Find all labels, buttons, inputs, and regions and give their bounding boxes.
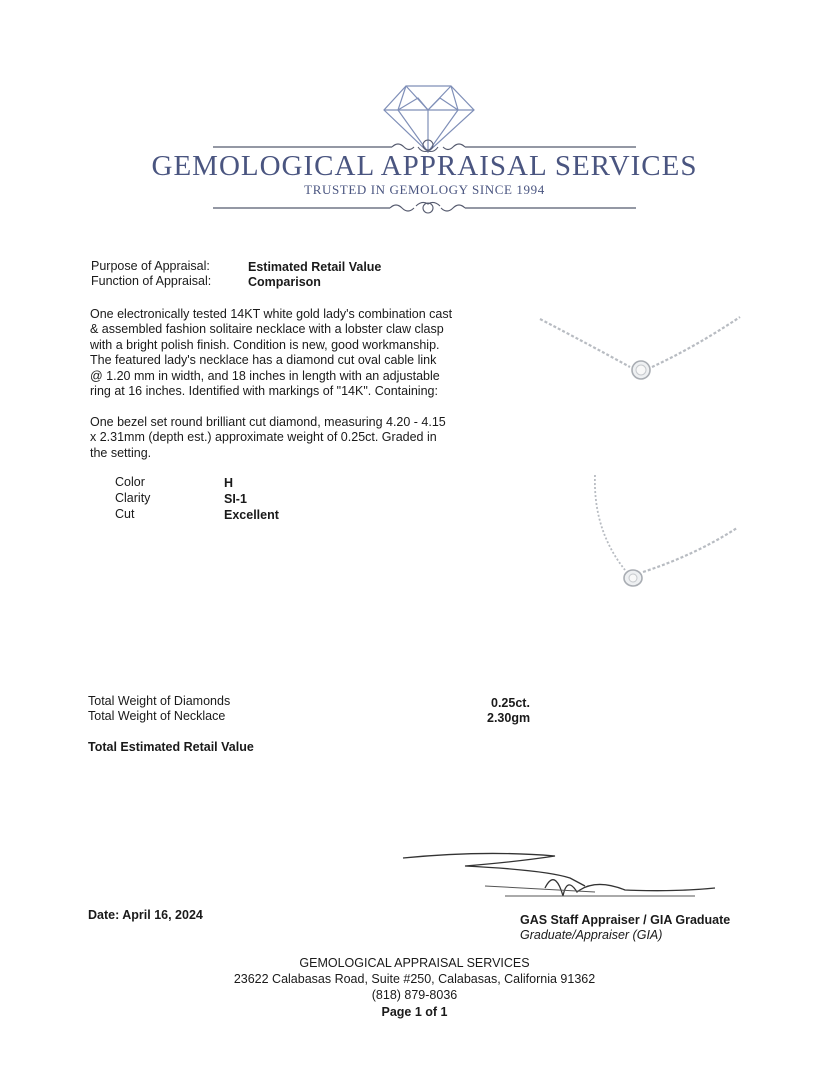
- appraiser-signature: [395, 848, 745, 908]
- footer-address: 23622 Calabasas Road, Suite #250, Calabasas, California 91362: [233, 972, 596, 986]
- diamond-logo-icon: [384, 86, 474, 152]
- description-line: One electronically tested 14KT white gold lady's combination cast: [90, 307, 453, 321]
- company-name: GEMOLOGICAL APPRAISAL SERVICES: [151, 150, 698, 182]
- description-line: The featured lady's necklace has a diamond cut oval cable link: [90, 353, 437, 368]
- necklace-photo-side: [585, 470, 745, 600]
- grade-color-label: Color: [115, 475, 145, 489]
- appraisal-date: Date: April 16, 2024: [88, 908, 203, 922]
- purpose-value: Estimated Retail Value: [248, 260, 382, 274]
- total-necklace-value: 2.30gm: [487, 711, 531, 725]
- diamond-line: x 2.31mm (depth est.) approximate weight of 0.25ct. Graded in: [90, 430, 437, 445]
- grade-clarity-value: SI-1: [224, 492, 247, 506]
- diamond-description: [90, 415, 500, 461]
- total-retail-label: Total Estimated Retail Value: [88, 740, 254, 754]
- appraiser-subtitle: Graduate/Appraiser (GIA): [520, 928, 663, 942]
- purpose-label: Purpose of Appraisal:: [91, 259, 210, 273]
- footer-company: GEMOLOGICAL APPRAISAL SERVICES: [299, 956, 530, 970]
- bottom-scroll-ornament: [390, 202, 465, 213]
- description-line: ring at 16 inches. Identified with markings of "14K". Containing:: [90, 384, 438, 399]
- description-line: with a bright polish finish. Condition is new, good workmanship.: [90, 337, 440, 352]
- total-diamonds-label: Total Weight of Diamonds: [88, 694, 231, 708]
- grade-cut-label: Cut: [115, 507, 135, 521]
- grade-cut-value: Excellent: [224, 508, 279, 522]
- total-necklace-label: Total Weight of Necklace: [88, 709, 226, 723]
- description-line: & assembled fashion solitaire necklace with a lobster claw clasp: [90, 322, 444, 337]
- company-tagline: TRUSTED IN GEMOLOGY SINCE 1994: [304, 182, 545, 197]
- function-label: Function of Appraisal:: [91, 274, 212, 288]
- item-description: [90, 307, 500, 399]
- appraiser-title: GAS Staff Appraiser / GIA Graduate: [520, 913, 731, 927]
- grade-color-value: H: [224, 476, 234, 490]
- grade-clarity-label: Clarity: [115, 491, 151, 505]
- footer-phone: (818) 879-8036: [371, 988, 458, 1002]
- description-line: @ 1.20 mm in width, and 18 inches in length with an adjustable: [90, 368, 440, 383]
- total-diamonds-value: 0.25ct.: [491, 696, 530, 710]
- function-value: Comparison: [248, 275, 321, 289]
- diamond-line: the setting.: [90, 445, 152, 460]
- necklace-photo-front: [530, 305, 750, 405]
- diamond-line: One bezel set round brilliant cut diamond, measuring 4.20 - 4.15: [90, 415, 446, 429]
- page-number: Page 1 of 1: [381, 1005, 448, 1019]
